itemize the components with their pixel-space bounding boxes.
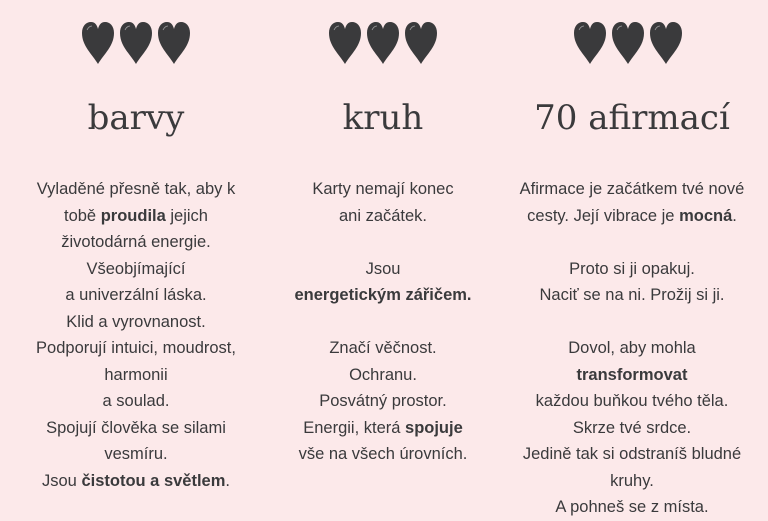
column-text [0, 176, 272, 494]
heart-icon [365, 20, 401, 70]
text-line: kruhy. [610, 471, 654, 490]
emphasis: čistotou a světlem [81, 471, 226, 490]
text-line: Ochranu. [349, 365, 417, 384]
text-line: Spojují člověka se silami [46, 418, 226, 437]
column-title: barvy [87, 98, 185, 138]
emphasis: energetickým zářičem. [294, 286, 472, 304]
heart-icon [403, 20, 439, 70]
heart-icon [610, 20, 646, 70]
spacer [496, 229, 768, 256]
text-line: Karty nemají konec [312, 180, 454, 198]
text-line: vše na všech úrovních. [298, 445, 468, 463]
spacer [496, 309, 768, 336]
heart-icon [80, 20, 116, 70]
column-text [496, 176, 768, 521]
text-line: Jedině tak si odstraníš bludné [522, 445, 742, 463]
emphasis: proudila [100, 206, 166, 225]
heart-icon [648, 20, 684, 70]
heart-icon [327, 20, 363, 70]
text-line: Naciť se na ni. Prožij si ji. [539, 286, 725, 304]
text-line: Energii, která spojuje [303, 418, 463, 437]
column-text [262, 176, 504, 468]
text-line: Podporují intuici, moudrost, [36, 339, 236, 357]
heart-icon [572, 20, 608, 70]
text-line: Značí věčnost. [329, 339, 437, 357]
column-title: 70 afirmací [534, 98, 730, 138]
hearts-group [327, 20, 439, 70]
text-line: Proto si ji opakuj. [569, 259, 695, 278]
text-line: Jsou [365, 259, 401, 278]
heart-icon [156, 20, 192, 70]
hearts-group [80, 20, 192, 70]
column-title: kruh [342, 98, 424, 138]
text-line: životodárná energie. [61, 233, 211, 251]
text-line: Jsou čistotou a světlem. [42, 471, 230, 490]
text-line: harmonii [104, 365, 168, 384]
text-line: Posvátný prostor. [319, 392, 447, 410]
text-line [496, 362, 768, 389]
text-line: Afirmace je začátkem tvé nové [519, 180, 745, 198]
text-line [262, 282, 504, 309]
emphasis: spojuje [405, 418, 463, 437]
text-line: každou buňkou tvého těla. [535, 392, 729, 410]
spacer [262, 309, 504, 336]
text-line: Vyladěné přesně tak, aby k [36, 180, 236, 198]
text-line: a soulad. [102, 392, 170, 410]
text-line: Skrze tvé srdce. [572, 418, 692, 437]
text-line: Všeobjímající [86, 259, 186, 278]
text-line: tobě proudila jejich [64, 206, 208, 225]
text-line: A pohneš se z místa. [555, 498, 709, 516]
text-line: a univerzální láska. [65, 286, 207, 304]
text-line: vesmíru. [104, 445, 168, 463]
text-line: Dovol, aby mohla [568, 339, 696, 357]
hearts-group [572, 20, 684, 70]
emphasis: mocná [679, 206, 733, 225]
text-line: Klid a vyrovnanost. [66, 312, 206, 331]
text-line: cesty. Její vibrace je mocná. [527, 206, 737, 225]
text-line: ani začátek. [338, 206, 428, 225]
heart-icon [118, 20, 154, 70]
emphasis: transformovat [576, 365, 688, 384]
spacer [262, 229, 504, 256]
